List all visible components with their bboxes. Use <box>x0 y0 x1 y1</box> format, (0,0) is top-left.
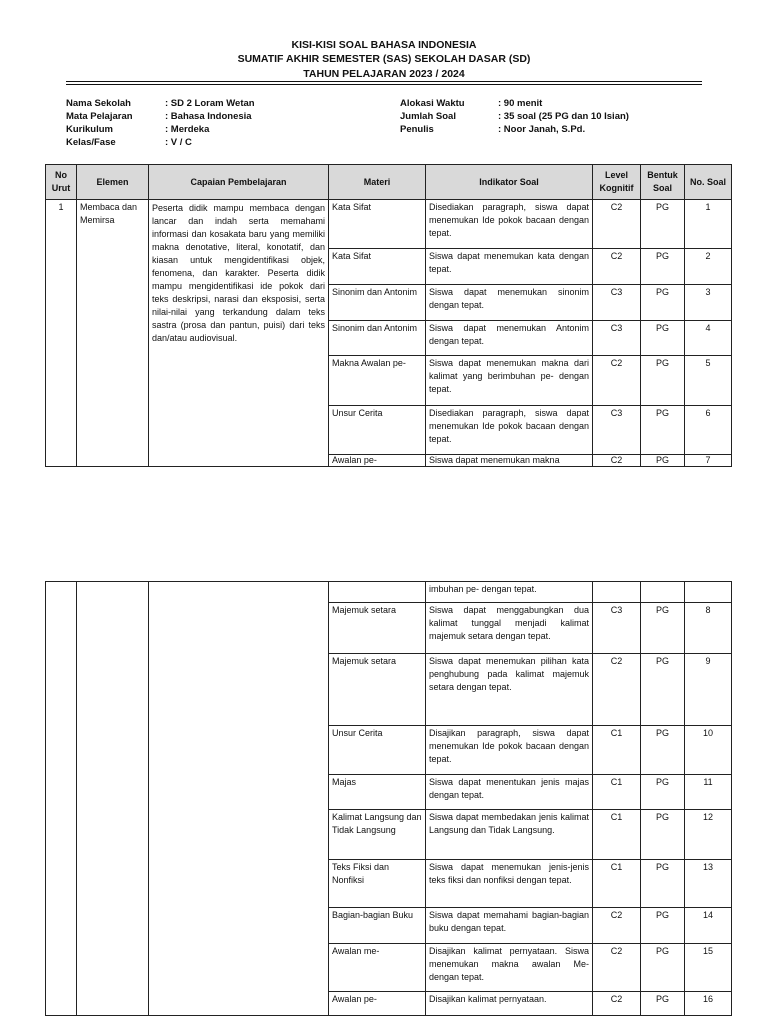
level-cell: C1 <box>593 775 641 810</box>
indikator-cell: Siswa dapat menemukan kata dengan tepat. <box>426 249 593 285</box>
materi-cell: Awalan pe- <box>329 992 426 1016</box>
bentuk-cell: PG <box>641 455 685 467</box>
materi-cell: Kata Sifat <box>329 249 426 285</box>
header-bentuk: Bentuk Soal <box>641 165 685 200</box>
indikator-cell: Disajikan kalimat pernyataan. Siswa menemukan makna awalan Me- dengan tepat. <box>426 944 593 992</box>
capaian-cell-empty <box>149 582 329 1016</box>
materi-cell: Kalimat Langsung dan Tidak Langsung <box>329 810 426 860</box>
indikator-cell: Siswa dapat memahami bagian-bagian buku dengan tepat. <box>426 908 593 944</box>
info-label-duration: Alokasi Waktu <box>400 98 465 109</box>
bentuk-cell: PG <box>641 200 685 249</box>
no-soal-cell: 8 <box>685 603 732 654</box>
info-value-class: : V / C <box>165 137 192 148</box>
header-elemen: Elemen <box>77 165 149 200</box>
bentuk-cell-empty <box>641 582 685 603</box>
no-soal-cell: 14 <box>685 908 732 944</box>
bentuk-cell: PG <box>641 775 685 810</box>
indikator-cell: Siswa dapat menemukan jenis-jenis teks fiksi dan nonfiksi dengan tepat. <box>426 860 593 908</box>
header-no-soal: No. Soal <box>685 165 732 200</box>
info-value-author: : Noor Janah, S.Pd. <box>498 124 586 135</box>
bentuk-cell: PG <box>641 603 685 654</box>
indikator-cell: Disajikan paragraph, siswa dapat menemukan Ide pokok bacaan dengan tepat. <box>426 726 593 775</box>
info-label-subject: Mata Pelajaran <box>66 111 133 122</box>
indikator-cell: Siswa dapat menggabungkan dua kalimat tunggal menjadi kalimat majemuk setara dengan tepat. <box>426 603 593 654</box>
indikator-cell: Siswa dapat menentukan jenis majas dengan tepat. <box>426 775 593 810</box>
header-materi: Materi <box>329 165 426 200</box>
title-underline-top <box>66 81 702 82</box>
header-capaian: Capaian Pembelajaran <box>149 165 329 200</box>
bentuk-cell: PG <box>641 992 685 1016</box>
materi-cell: Kata Sifat <box>329 200 426 249</box>
no-soal-cell: 10 <box>685 726 732 775</box>
indikator-cell: Siswa dapat membedakan jenis kalimat Langsung dan Tidak Langsung. <box>426 810 593 860</box>
info-value-duration: : 90 menit <box>498 98 543 109</box>
level-cell-empty <box>593 582 641 603</box>
info-label-curriculum: Kurikulum <box>66 124 113 135</box>
materi-cell: Majemuk setara <box>329 654 426 726</box>
materi-cell: Unsur Cerita <box>329 406 426 455</box>
level-cell: C3 <box>593 285 641 321</box>
level-cell: C1 <box>593 860 641 908</box>
title-underline-bottom <box>66 84 702 85</box>
no-soal-cell: 5 <box>685 356 732 406</box>
indikator-cell: Siswa dapat menemukan Antonim dengan tepat. <box>426 321 593 356</box>
document-title-line-2: SUMATIF AKHIR SEMESTER (SAS) SEKOLAH DASAR (SD) <box>237 53 531 65</box>
materi-cell: Makna Awalan pe- <box>329 356 426 406</box>
no-urut-cell-empty <box>46 582 77 1016</box>
bentuk-cell: PG <box>641 249 685 285</box>
materi-cell: Majemuk setara <box>329 603 426 654</box>
info-label-author: Penulis <box>400 124 434 135</box>
bentuk-cell: PG <box>641 860 685 908</box>
level-cell: C3 <box>593 603 641 654</box>
bentuk-cell: PG <box>641 726 685 775</box>
materi-cell-empty <box>329 582 426 603</box>
indikator-cell: Disajikan kalimat pernyataan. <box>426 992 593 1016</box>
header-no-urut: No Urut <box>46 165 77 200</box>
no-soal-cell: 3 <box>685 285 732 321</box>
level-cell: C3 <box>593 406 641 455</box>
level-cell: C2 <box>593 455 641 467</box>
no-soal-cell: 6 <box>685 406 732 455</box>
no-urut-cell: 1 <box>46 200 77 467</box>
grid-table-page-2 <box>45 581 732 1016</box>
header-level: Level Kognitif <box>593 165 641 200</box>
indikator-cell: Siswa dapat menemukan makna dari kalimat yang berimbuhan pe- dengan tepat. <box>426 356 593 406</box>
info-value-subject: : Bahasa Indonesia <box>165 111 252 122</box>
no-soal-cell: 13 <box>685 860 732 908</box>
materi-cell: Awalan me- <box>329 944 426 992</box>
level-cell: C1 <box>593 810 641 860</box>
no-soal-cell: 16 <box>685 992 732 1016</box>
indikator-cell: Siswa dapat menemukan sinonim dengan tepat. <box>426 285 593 321</box>
table-row-continuation <box>46 582 732 603</box>
level-cell: C2 <box>593 249 641 285</box>
level-cell: C2 <box>593 944 641 992</box>
elemen-cell: Membaca dan Memirsa <box>77 200 149 467</box>
info-label-question-count: Jumlah Soal <box>400 111 456 122</box>
level-cell: C3 <box>593 321 641 356</box>
grid-table-page-1 <box>45 164 732 467</box>
materi-cell: Teks Fiksi dan Nonfiksi <box>329 860 426 908</box>
level-cell: C1 <box>593 726 641 775</box>
materi-cell: Bagian-bagian Buku <box>329 908 426 944</box>
materi-cell: Sinonim dan Antonim <box>329 285 426 321</box>
bentuk-cell: PG <box>641 285 685 321</box>
indikator-cell: imbuhan pe- dengan tepat. <box>426 582 593 603</box>
level-cell: C2 <box>593 200 641 249</box>
indikator-cell: Disediakan paragraph, siswa dapat menemukan Ide pokok bacaan dengan tepat. <box>426 406 593 455</box>
no-soal-cell: 9 <box>685 654 732 726</box>
no-soal-cell: 15 <box>685 944 732 992</box>
materi-cell: Majas <box>329 775 426 810</box>
bentuk-cell: PG <box>641 406 685 455</box>
elemen-cell-empty <box>77 582 149 1016</box>
info-label-class: Kelas/Fase <box>66 137 116 148</box>
info-value-question-count: : 35 soal (25 PG dan 10 Isian) <box>498 111 629 122</box>
no-soal-cell: 7 <box>685 455 732 467</box>
level-cell: C2 <box>593 654 641 726</box>
info-label-school: Nama Sekolah <box>66 98 131 109</box>
no-soal-cell: 1 <box>685 200 732 249</box>
info-value-school: : SD 2 Loram Wetan <box>165 98 255 109</box>
indikator-cell: Disediakan paragraph, siswa dapat menemukan Ide pokok bacaan dengan tepat. <box>426 200 593 249</box>
header-indikator: Indikator Soal <box>426 165 593 200</box>
info-value-curriculum: : Merdeka <box>165 124 210 135</box>
level-cell: C2 <box>593 992 641 1016</box>
no-soal-cell-empty <box>685 582 732 603</box>
table-row <box>46 200 732 249</box>
bentuk-cell: PG <box>641 321 685 356</box>
no-soal-cell: 11 <box>685 775 732 810</box>
bentuk-cell: PG <box>641 356 685 406</box>
document-title-line-3: TAHUN PELAJARAN 2023 / 2024 <box>303 68 465 80</box>
level-cell: C2 <box>593 908 641 944</box>
bentuk-cell: PG <box>641 908 685 944</box>
indikator-cell: Siswa dapat menemukan makna <box>426 455 593 467</box>
indikator-cell: Siswa dapat menemukan pilihan kata penghubung pada kalimat majemuk setara dengan tepat. <box>426 654 593 726</box>
bentuk-cell: PG <box>641 944 685 992</box>
materi-cell: Unsur Cerita <box>329 726 426 775</box>
level-cell: C2 <box>593 356 641 406</box>
no-soal-cell: 4 <box>685 321 732 356</box>
materi-cell: Sinonim dan Antonim <box>329 321 426 356</box>
capaian-pembelajaran-cell: Peserta didik mampu membaca dengan lancar dan indah serta memahami informasi dan kosakata baru yang memiliki makna denotative, literal, konotatif, dan kiasan untuk mengidentifikasi objek, fenomena, dan karakter. Peserta didik mampu mengidentifikasi ide pokok dari teks deskripsi, narasi dan eksposisi, serta nilai-nilai yang terkandung dalam teks sastra (prosa dan pantun, puisi) dari teks dan/atau audiovisual. <box>149 200 329 467</box>
document-title-line-1: KISI-KISI SOAL BAHASA INDONESIA <box>291 39 477 51</box>
materi-cell: Awalan pe- <box>329 455 426 467</box>
no-soal-cell: 2 <box>685 249 732 285</box>
no-soal-cell: 12 <box>685 810 732 860</box>
bentuk-cell: PG <box>641 810 685 860</box>
bentuk-cell: PG <box>641 654 685 726</box>
